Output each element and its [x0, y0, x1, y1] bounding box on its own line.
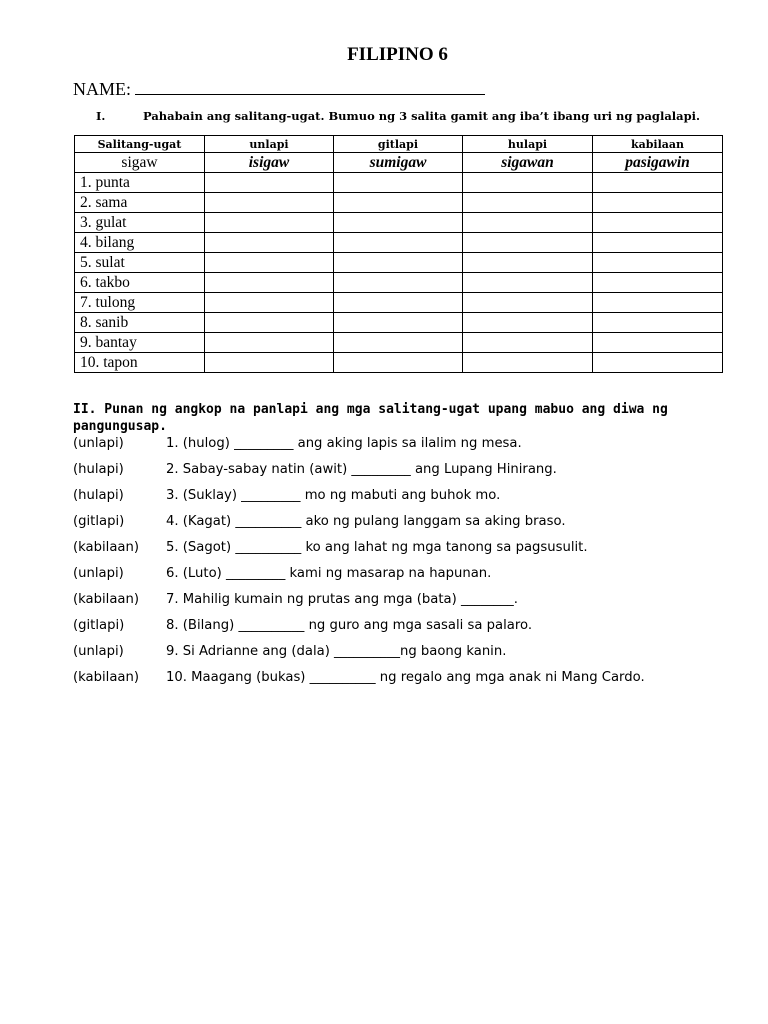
- answer-cell-hulapi[interactable]: [463, 273, 593, 293]
- answer-cell-gitlapi[interactable]: [334, 353, 463, 373]
- answer-cell-kabilaan[interactable]: [593, 193, 723, 213]
- root-word-table: [74, 135, 723, 373]
- answer-cell-gitlapi[interactable]: [334, 293, 463, 313]
- root-word: 6. takbo: [75, 273, 205, 293]
- sentence-text: 10. Maagang (bukas) __________ ng regalo ang mga anak ni Mang Cardo.: [166, 670, 645, 685]
- name-blank-line[interactable]: [135, 78, 485, 95]
- answer-cell-unlapi[interactable]: [205, 313, 334, 333]
- answer-cell-unlapi[interactable]: [205, 273, 334, 293]
- name-row: [73, 78, 485, 100]
- answer-cell-hulapi[interactable]: [463, 333, 593, 353]
- sentence-text: 7. Mahilig kumain ng prutas ang mga (bata) ________.: [166, 592, 518, 607]
- answer-cell-kabilaan[interactable]: [593, 273, 723, 293]
- affix-type-label: (gitlapi): [73, 618, 125, 633]
- affix-type-label: (kabilaan): [73, 592, 139, 607]
- header-salitang-ugat: Salitang-ugat: [75, 136, 205, 153]
- answer-cell-kabilaan[interactable]: [593, 173, 723, 193]
- root-word: 8. sanib: [75, 313, 205, 333]
- affix-type-label: (hulapi): [73, 488, 124, 503]
- list-item: [73, 667, 763, 693]
- answer-cell-kabilaan[interactable]: [593, 333, 723, 353]
- answer-cell-kabilaan[interactable]: [593, 213, 723, 233]
- list-item: [73, 459, 763, 485]
- table-row: [75, 313, 723, 333]
- list-item: [73, 433, 763, 459]
- table-row: [75, 353, 723, 373]
- answer-cell-unlapi[interactable]: [205, 253, 334, 273]
- answer-cell-gitlapi[interactable]: [334, 313, 463, 333]
- answer-cell-hulapi[interactable]: [463, 253, 593, 273]
- section1-number: I.: [96, 109, 106, 123]
- sentence-text: 5. (Sagot) __________ ko ang lahat ng mga tanong sa pagsusulit.: [166, 540, 588, 555]
- root-word: 4. bilang: [75, 233, 205, 253]
- answer-cell-gitlapi[interactable]: [334, 273, 463, 293]
- root-word: 5. sulat: [75, 253, 205, 273]
- answer-cell-kabilaan[interactable]: [593, 353, 723, 373]
- list-item: [73, 485, 763, 511]
- table-row: [75, 173, 723, 193]
- answer-cell-hulapi[interactable]: [463, 193, 593, 213]
- section1-instruction: [96, 109, 700, 123]
- sentence-text: 2. Sabay-sabay natin (awit) _________ ang Lupang Hinirang.: [166, 462, 557, 477]
- example-gitlapi: sumigaw: [334, 153, 463, 173]
- answer-cell-kabilaan[interactable]: [593, 253, 723, 273]
- header-hulapi: hulapi: [463, 136, 593, 153]
- table-row: [75, 233, 723, 253]
- example-hulapi: sigawan: [463, 153, 593, 173]
- answer-cell-hulapi[interactable]: [463, 353, 593, 373]
- answer-cell-gitlapi[interactable]: [334, 333, 463, 353]
- example-unlapi: isigaw: [205, 153, 334, 173]
- sentence-text: 1. (hulog) _________ ang aking lapis sa ilalim ng mesa.: [166, 436, 522, 451]
- sentence-text: 4. (Kagat) __________ ako ng pulang langgam sa aking braso.: [166, 514, 566, 529]
- answer-cell-unlapi[interactable]: [205, 193, 334, 213]
- sentence-text: 9. Si Adrianne ang (dala) __________ng baong kanin.: [166, 644, 507, 659]
- answer-cell-unlapi[interactable]: [205, 353, 334, 373]
- answer-cell-unlapi[interactable]: [205, 293, 334, 313]
- list-item: [73, 589, 763, 615]
- header-unlapi: unlapi: [205, 136, 334, 153]
- example-kabilaan: pasigawin: [593, 153, 723, 173]
- section1-text: Pahabain ang salitang-ugat. Bumuo ng 3 salita gamit ang iba’t ibang uri ng paglalapi.: [143, 109, 701, 123]
- answer-cell-hulapi[interactable]: [463, 213, 593, 233]
- table-row: [75, 213, 723, 233]
- answer-cell-hulapi[interactable]: [463, 173, 593, 193]
- table-row: [75, 273, 723, 293]
- sentence-text: 3. (Suklay) _________ mo ng mabuti ang buhok mo.: [166, 488, 501, 503]
- answer-cell-unlapi[interactable]: [205, 173, 334, 193]
- list-item: [73, 511, 763, 537]
- answer-cell-hulapi[interactable]: [463, 293, 593, 313]
- table-row: [75, 293, 723, 313]
- answer-cell-gitlapi[interactable]: [334, 173, 463, 193]
- table-row: [75, 193, 723, 213]
- name-label: NAME:: [73, 79, 131, 99]
- answer-cell-hulapi[interactable]: [463, 313, 593, 333]
- answer-cell-unlapi[interactable]: [205, 233, 334, 253]
- section2-items: [73, 433, 763, 693]
- affix-type-label: (unlapi): [73, 566, 124, 581]
- list-item: [73, 537, 763, 563]
- table-row: [75, 333, 723, 353]
- list-item: [73, 641, 763, 667]
- answer-cell-unlapi[interactable]: [205, 333, 334, 353]
- answer-cell-kabilaan[interactable]: [593, 313, 723, 333]
- answer-cell-gitlapi[interactable]: [334, 193, 463, 213]
- answer-cell-hulapi[interactable]: [463, 233, 593, 253]
- example-row: [75, 153, 723, 173]
- affix-type-label: (kabilaan): [73, 540, 139, 555]
- header-gitlapi: gitlapi: [334, 136, 463, 153]
- affix-type-label: (kabilaan): [73, 670, 139, 685]
- answer-cell-unlapi[interactable]: [205, 213, 334, 233]
- list-item: [73, 563, 763, 589]
- header-kabilaan: kabilaan: [593, 136, 723, 153]
- table-row: [75, 253, 723, 273]
- list-item: [73, 615, 763, 641]
- affix-type-label: (unlapi): [73, 436, 124, 451]
- example-root: sigaw: [75, 153, 205, 173]
- affix-type-label: (hulapi): [73, 462, 124, 477]
- answer-cell-kabilaan[interactable]: [593, 233, 723, 253]
- affix-type-label: (gitlapi): [73, 514, 125, 529]
- root-word: 7. tulong: [75, 293, 205, 313]
- sentence-text: 6. (Luto) _________ kami ng masarap na hapunan.: [166, 566, 492, 581]
- root-word: 10. tapon: [75, 353, 205, 373]
- answer-cell-gitlapi[interactable]: [334, 233, 463, 253]
- answer-cell-gitlapi[interactable]: [334, 213, 463, 233]
- root-word: 3. gulat: [75, 213, 205, 233]
- section2-instruction: II. Punan ng angkop na panlapi ang mga salitang-ugat upang mabuo ang diwa ng pangungusap.: [73, 402, 668, 434]
- root-word: 1. punta: [75, 173, 205, 193]
- root-word: 2. sama: [75, 193, 205, 213]
- root-rows: [75, 173, 723, 373]
- answer-cell-gitlapi[interactable]: [334, 253, 463, 273]
- page-title: FILIPINO 6: [347, 44, 448, 65]
- answer-cell-kabilaan[interactable]: [593, 293, 723, 313]
- table-header-row: [75, 136, 723, 153]
- affix-type-label: (unlapi): [73, 644, 124, 659]
- sentence-text: 8. (Bilang) __________ ng guro ang mga sasali sa palaro.: [166, 618, 533, 633]
- root-word: 9. bantay: [75, 333, 205, 353]
